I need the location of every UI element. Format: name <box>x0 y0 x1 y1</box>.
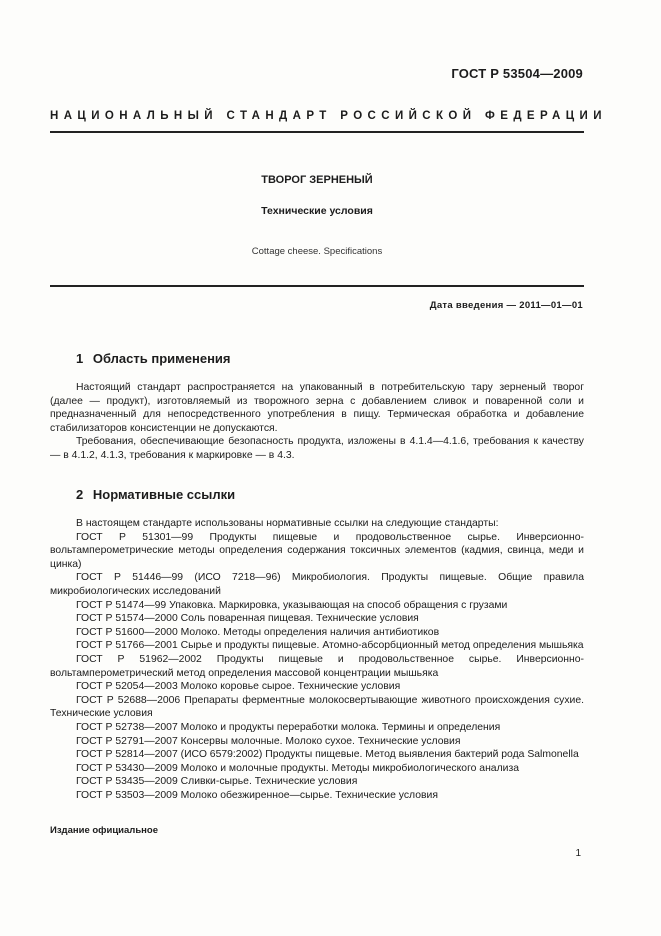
reference-item: ГОСТ Р 51301—99 Продукты пищевые и продовольственное сырье. Инверсионно-вольтамперометрические методы определения содержания токсичных элементов (кадмия, свинца, меди и цинка) <box>50 531 584 570</box>
reference-item: ГОСТ Р 52738—2007 Молоко и продукты переработки молока. Термины и определения <box>76 721 501 733</box>
reference-item: ГОСТ Р 51962—2002 Продукты пищевые и продовольственное сырье. Инверсионно-вольтамперометрический метод определения массовой концентрации мышьяка <box>50 653 584 679</box>
reference-item: ГОСТ Р 52688—2006 Препараты ферментные молокосвертывающие животного происхождения сухие. Технические условия <box>50 694 584 720</box>
national-standard-label: НАЦИОНАЛЬНЫЙ СТАНДАРТ РОССИЙСКОЙ ФЕДЕРАЦИИ <box>50 110 607 122</box>
reference-item: ГОСТ Р 51766—2001 Сырье и продукты пищевые. Атомно-абсорбционный метод определения мышьяка <box>76 640 584 652</box>
section-heading-references <box>76 487 235 502</box>
reference-item: ГОСТ Р 52814—2007 (ИСО 6579:2002) Продукты пищевые. Метод выявления бактерий рода Salmonella <box>76 749 579 761</box>
english-title: Cottage cheese. Specifications <box>251 246 383 257</box>
section-title: Нормативные ссылки <box>92 487 236 502</box>
reference-item: ГОСТ Р 51446—99 (ИСО 7218—96) Микробиология. Продукты пищевые. Общие правила микробиологических исследований <box>50 572 584 597</box>
reference-item: ГОСТ Р 51600—2000 Молоко. Методы определения наличия антибиотиков <box>76 626 440 638</box>
paragraph: Требования, обеспечивающие безопасность продукта, изложены в 4.1.4—4.1.6, требования к качеству — в 4.1.2, 4.1.3, требования к маркировке — в 4.3. <box>50 436 584 461</box>
introduction-date: Дата введения — 2011—01—01 <box>429 300 583 311</box>
reference-item: ГОСТ Р 53435—2009 Сливки-сырье. Технические условия <box>76 776 358 788</box>
section-body-references <box>50 517 584 802</box>
reference-item: ГОСТ Р 53503—2009 Молоко обезжиренное—сырье. Технические условия <box>76 789 438 801</box>
paragraph: Настоящий стандарт распространяется на упакованный в потребительскую тару зерненый творог (далее — продукт), изготовляемый из творожного зерна с добавлением сливок и поваренной соли и предназначенный для непосредственного употребления в пищу. Термическая обработка и добавление стабилизаторов консистенции не допускаются. <box>50 382 584 434</box>
paragraph: В настоящем стандарте использованы нормативные ссылки на следующие стандарты: <box>76 518 499 529</box>
title-divider <box>50 285 584 287</box>
section-title: Область применения <box>92 351 231 366</box>
section-body-scope <box>50 381 584 463</box>
header-divider <box>50 131 584 133</box>
reference-item: ГОСТ Р 53430—2009 Молоко и молочные продукты. Методы микробиологического анализа <box>76 762 519 774</box>
section-heading-scope <box>76 351 231 366</box>
section-number: 2 <box>76 487 84 502</box>
document-subtitle: Технические условия <box>261 205 373 217</box>
official-edition-label: Издание официальное <box>50 825 158 836</box>
page-number: 1 <box>575 848 581 859</box>
reference-item: ГОСТ Р 52791—2007 Консервы молочные. Молоко сухое. Технические условия <box>76 735 461 747</box>
standard-id: ГОСТ Р 53504—2009 <box>451 66 583 81</box>
document-title: ТВОРОГ ЗЕРНЕНЫЙ <box>261 174 373 186</box>
reference-item: ГОСТ Р 52054—2003 Молоко коровье сырое. Технические условия <box>76 681 401 693</box>
reference-item: ГОСТ Р 51474—99 Упаковка. Маркировка, указывающая на способ обращения с грузами <box>76 599 508 611</box>
section-number: 1 <box>76 351 84 366</box>
reference-item: ГОСТ Р 51574—2000 Соль поваренная пищевая. Технические условия <box>76 613 419 625</box>
